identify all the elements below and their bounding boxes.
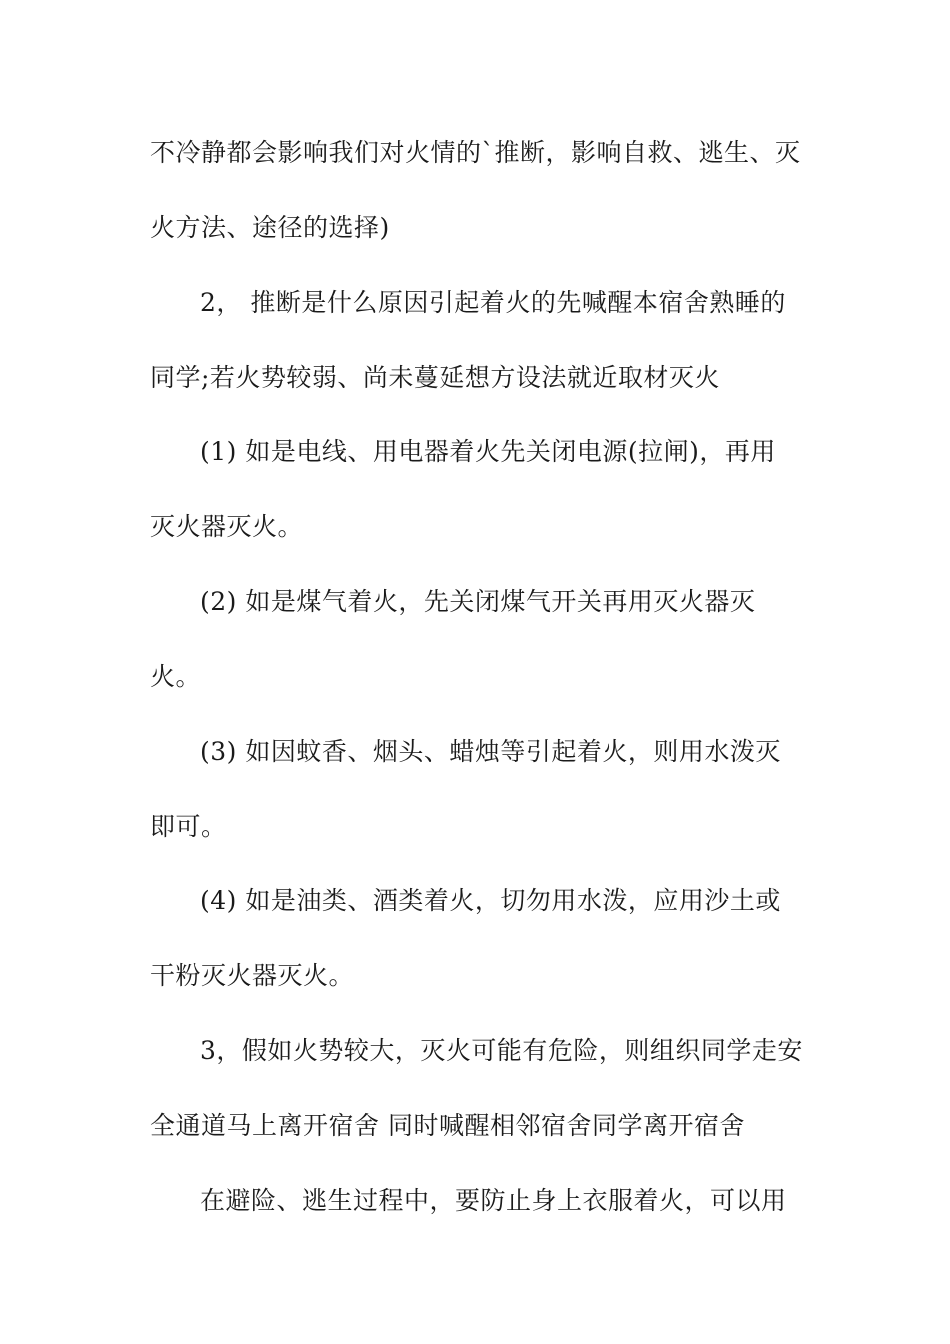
text-line: 在避险、逃生过程中，要防止身上衣服着火，可以用 xyxy=(200,1186,787,1215)
text-line: (2) 如是煤气着火，先关闭煤气开关再用灭火器灭 xyxy=(200,587,756,616)
text-line: 3，假如火势较大，灭火可能有危险，则组织同学走安 xyxy=(200,1036,803,1065)
text-line: 全通道马上离开宿舍 同时喊醒相邻宿舍同学离开宿舍 xyxy=(150,1111,745,1140)
text-line: 火方法、途径的选择) xyxy=(150,213,390,242)
text-line: 不冷静都会影响我们对火情的`推断，影响自救、逃生、灭 xyxy=(150,138,801,167)
text-line: 2， 推断是什么原因引起着火的先喊醒本宿舍熟睡的 xyxy=(200,288,786,317)
text-line: 干粉灭火器灭火。 xyxy=(150,961,355,990)
text-line: 即可。 xyxy=(150,812,227,841)
text-line: 同学;若火势较弱、尚未蔓延想方设法就近取材灭火 xyxy=(150,363,720,392)
text-line: (3) 如因蚊香、烟头、蜡烛等引起着火，则用水泼灭 xyxy=(200,737,781,766)
text-line: (1) 如是电线、用电器着火先关闭电源(拉闸)，再用 xyxy=(200,437,776,466)
text-line: 火。 xyxy=(150,662,202,691)
text-line: 灭火器灭火。 xyxy=(150,512,304,541)
text-line: (4) 如是油类、酒类着火，切勿用水泼，应用沙土或 xyxy=(200,886,781,915)
